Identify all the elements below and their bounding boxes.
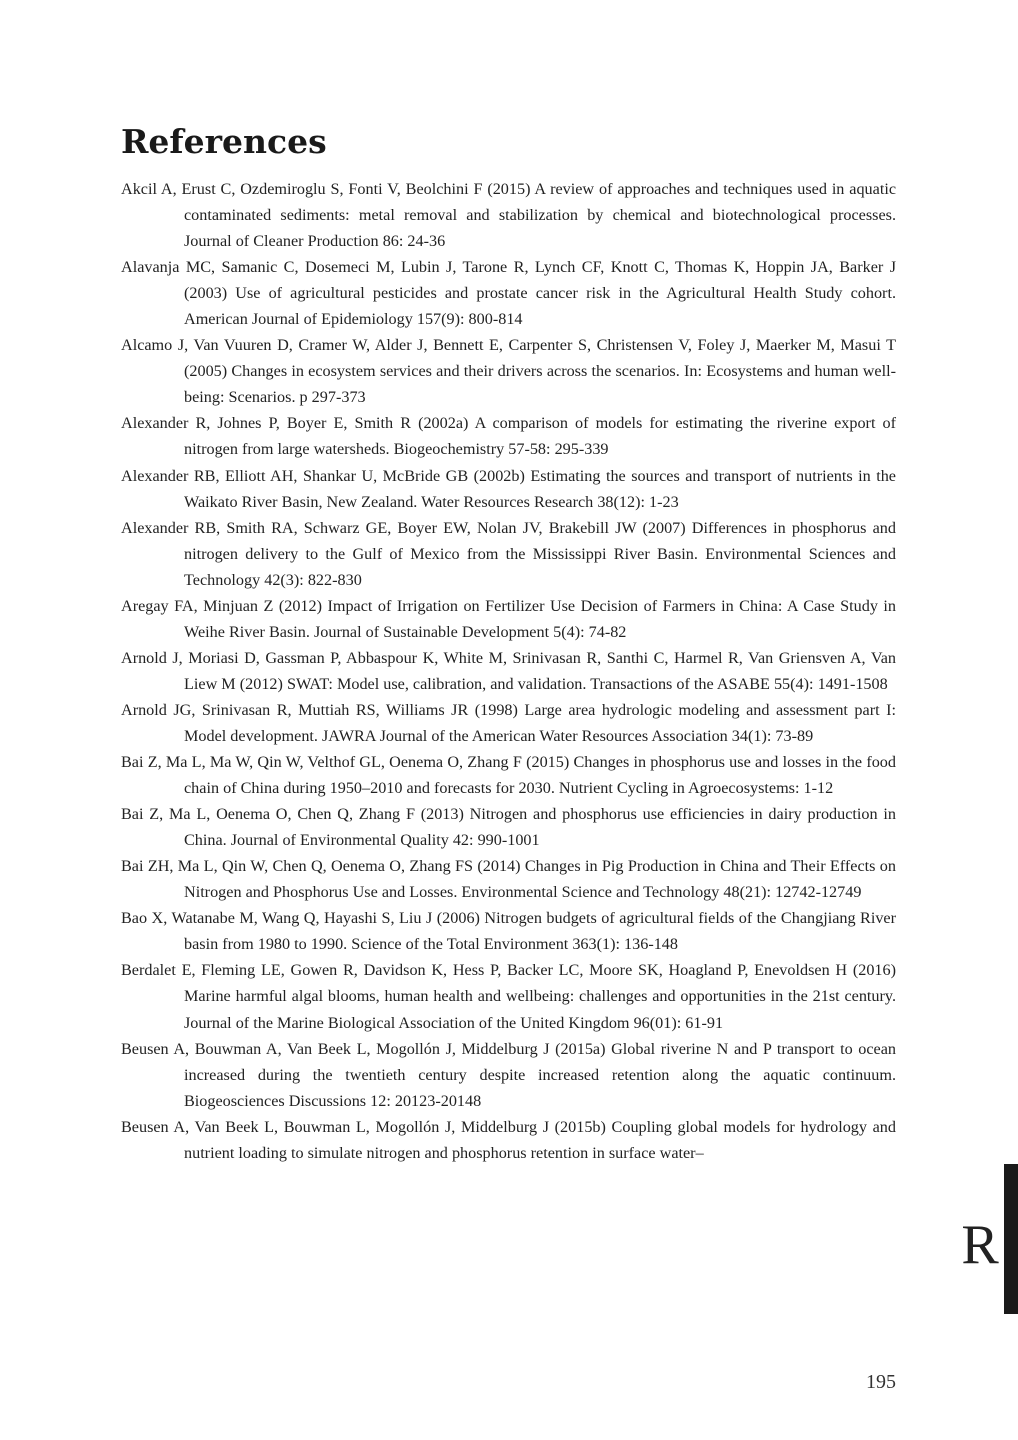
reference-entry: Alavanja MC, Samanic C, Dosemeci M, Lubin J, Tarone R, Lynch CF, Knott C, Thomas K, Hoppin JA, Barker J (2003) Use of agricultural pesticides and prostate cancer risk in the Agricultural Health Study cohort. American Journal of Epidemiology 157(9): 800-814 bbox=[121, 258, 896, 329]
reference-entry: Arnold J, Moriasi D, Gassman P, Abbaspour K, White M, Srinivasan R, Santhi C, Harmel R, Van Griensven A, Van Liew M (2012) SWAT: Model use, calibration, and validation. Transactions of the ASABE 55(4): 1491-1508 bbox=[121, 648, 896, 693]
reference-entry: Alexander R, Johnes P, Boyer E, Smith R (2002a) A comparison of models for estimating the riverine export of nitrogen from large watersheds. Biogeochemistry 57-58: 295-339 bbox=[121, 414, 896, 459]
reference-entry: Bai ZH, Ma L, Qin W, Chen Q, Oenema O, Zhang FS (2014) Changes in Pig Production in China and Their Effects on Nitrogen and Phosphorus Use and Losses. Environmental Science and Technology 48(21): 12742-12749 bbox=[121, 857, 896, 902]
reference-entry: Akcil A, Erust C, Ozdemiroglu S, Fonti V, Beolchini F (2015) A review of approaches and techniques used in aquatic contaminated sediments: metal removal and stabilization by chemical and biotechnological processes. Journal of Cleaner Production 86: 24-36 bbox=[121, 180, 896, 251]
reference-entry: Alexander RB, Smith RA, Schwarz GE, Boyer EW, Nolan JV, Brakebill JW (2007) Differences in phosphorus and nitrogen delivery to the Gulf of Mexico from the Mississippi River Basin. Environmental Sciences and Technology 42(3): 822-830 bbox=[121, 518, 896, 589]
reference-entry: Alexander RB, Elliott AH, Shankar U, McBride GB (2002b) Estimating the sources and transport of nutrients in the Waikato River Basin, New Zealand. Water Resources Research 38(12): 1-23 bbox=[121, 466, 896, 511]
reference-entry: Beusen A, Bouwman A, Van Beek L, Mogollón J, Middelburg J (2015a) Global riverine N and P transport to ocean increased during the twentieth century despite increased retention along the aquatic continuum. Biogeosciences Discussions 12: 20123-20148 bbox=[121, 1039, 896, 1110]
reference-entry: Bai Z, Ma L, Ma W, Qin W, Velthof GL, Oenema O, Zhang F (2015) Changes in phosphorus use and losses in the food chain of China during 1950–2010 and forecasts for 2030. Nutrient Cycling in Agroecosystems: 1-12 bbox=[121, 753, 896, 798]
reference-entry: Bai Z, Ma L, Oenema O, Chen Q, Zhang F (2013) Nitrogen and phosphorus use efficiencies in dairy production in China. Journal of Environmental Quality 42: 990-1001 bbox=[121, 805, 896, 850]
reference-entry: Berdalet E, Fleming LE, Gowen R, Davidson K, Hess P, Backer LC, Moore SK, Hoagland P, Enevoldsen H (2016) Marine harmful algal blooms, human health and wellbeing: challenges and opportunities in the 21st century. Journal of the Marine Biological Association of the United Kingdom 96(01): 61-91 bbox=[121, 961, 896, 1032]
reference-entry: Alcamo J, Van Vuuren D, Cramer W, Alder J, Bennett E, Carpenter S, Christensen V, Foley J, Maerker M, Masui T (2005) Changes in ecosystem services and their drivers across the scenarios. In: Ecosystems and human well-being: Scenarios. p 297-373 bbox=[121, 336, 896, 407]
page-number: 195 bbox=[866, 1371, 896, 1393]
chapter-thumb-tab bbox=[1004, 1164, 1018, 1314]
reference-entry: Bao X, Watanabe M, Wang Q, Hayashi S, Liu J (2006) Nitrogen budgets of agricultural fields of the Changjiang River basin from 1980 to 1990. Science of the Total Environment 363(1): 136-148 bbox=[121, 909, 896, 954]
reference-entry: Aregay FA, Minjuan Z (2012) Impact of Irrigation on Fertilizer Use Decision of Farmers in China: A Case Study in Weihe River Basin. Journal of Sustainable Development 5(4): 74-82 bbox=[121, 596, 896, 641]
reference-entry: Arnold JG, Srinivasan R, Muttiah RS, Williams JR (1998) Large area hydrologic modeling and assessment part I: Model development. JAWRA Journal of the American Water Resources Association 34(1): 73-89 bbox=[121, 700, 896, 745]
page-title: References bbox=[121, 122, 327, 161]
reference-list bbox=[121, 176, 896, 1166]
chapter-thumb-letter: R bbox=[961, 1214, 999, 1276]
reference-entry: Beusen A, Van Beek L, Bouwman L, Mogollón J, Middelburg J (2015b) Coupling global models for hydrology and nutrient loading to simulate nitrogen and phosphorus retention in surface water– bbox=[121, 1117, 896, 1162]
